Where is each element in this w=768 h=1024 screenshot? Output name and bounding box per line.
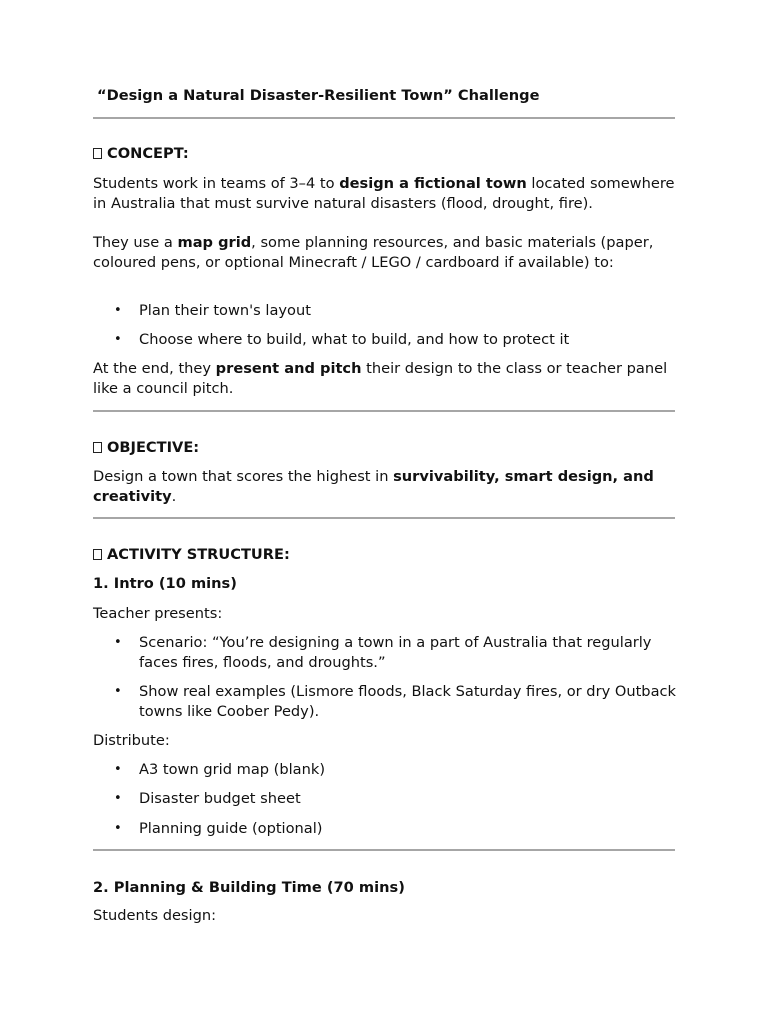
bulb-icon — [93, 148, 102, 159]
distribute-label: Distribute: — [93, 732, 170, 749]
list-item: • Show real examples (Lismore floods, Black Saturday fires, or dry Outback towns like Coober Pedy). — [93, 682, 683, 721]
divider — [93, 517, 675, 519]
divider — [93, 117, 675, 119]
present-bullet-list — [93, 682, 683, 721]
concept-paragraph-2: They use a map grid, some planning resources, and basic materials (paper, coloured pens, or optional Minecraft / LEGO / cardboard if available) to: — [93, 234, 654, 271]
concept-bullet-list — [93, 301, 683, 321]
distribute-bullet-list — [93, 760, 683, 780]
concept-bullet-list — [93, 330, 683, 350]
list-item: • Choose where to build, what to build, and how to protect it — [93, 330, 683, 350]
objective-paragraph: Design a town that scores the highest in survivability, smart design, and creativity. — [93, 468, 654, 505]
intro-heading: 1. Intro (10 mins) — [93, 575, 237, 592]
divider — [93, 849, 675, 851]
concept-heading: CONCEPT: — [93, 144, 683, 164]
activity-heading: ACTIVITY STRUCTURE: — [93, 545, 683, 565]
distribute-bullet-list — [93, 819, 683, 839]
students-design-label: Students design: — [93, 907, 217, 924]
list-item: • A3 town grid map (blank) — [93, 760, 683, 780]
document-title: “Design a Natural Disaster-Resilient Town” Challenge — [97, 87, 540, 104]
distribute-bullet-list — [93, 789, 683, 809]
planning-heading: 2. Planning & Building Time (70 mins) — [93, 879, 405, 896]
list-item: • Plan their town's layout — [93, 301, 683, 321]
objective-heading: OBJECTIVE: — [93, 438, 683, 458]
teacher-presents-label: Teacher presents: — [93, 605, 223, 622]
concept-paragraph-1: Students work in teams of 3–4 to design a fictional town located somewhere in Australia that must survive natural disasters (flood, drought, fire). — [93, 175, 675, 212]
divider — [93, 410, 675, 412]
list-item: • Disaster budget sheet — [93, 789, 683, 809]
concept-paragraph-3: At the end, they present and pitch their design to the class or teacher panel like a council pitch. — [93, 360, 668, 397]
present-bullet-list — [93, 633, 683, 672]
list-item: • Planning guide (optional) — [93, 819, 683, 839]
target-icon — [93, 442, 102, 453]
list-item: • Scenario: “You’re designing a town in a part of Australia that regularly faces fires, floods, and droughts.” — [93, 633, 683, 672]
clipboard-icon — [93, 549, 102, 560]
